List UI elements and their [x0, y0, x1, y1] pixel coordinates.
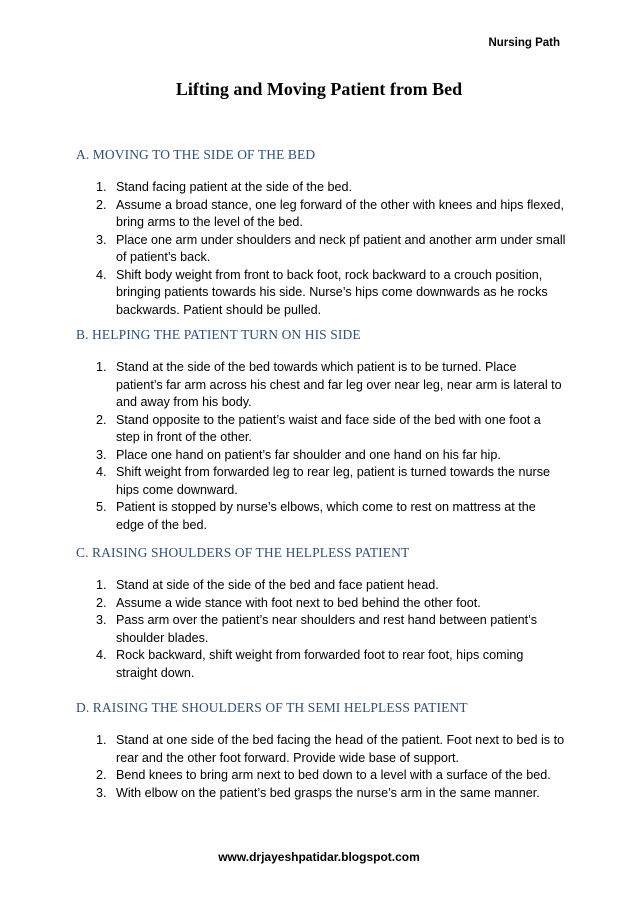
header-running-title: Nursing Path — [488, 37, 560, 49]
list-item: 2. Bend knees to bring arm next to bed down to a level with a surface of the bed. — [96, 768, 551, 782]
list-item: 2. Stand opposite to the patient’s waist and face side of the bed with one foot a step in front of the other. — [96, 412, 541, 444]
section-heading: A. MOVING TO THE SIDE OF THE BED — [76, 147, 316, 162]
list-item: 4. Rock backward, shift weight from forwarded foot to rear foot, hips coming straight down. — [96, 648, 524, 680]
numbered-list — [76, 179, 566, 319]
section-moving-to-side — [76, 147, 566, 319]
numbered-list — [76, 359, 566, 534]
list-item: 3. Place one hand on patient’s far shoulder and one hand on his far hip. — [96, 447, 501, 462]
numbered-list — [76, 577, 566, 682]
list-item: 1. Stand at one side of the bed facing the head of the patient. Foot next to bed is to rear and the other foot forward. Provide wide base of support. — [96, 733, 565, 765]
section-heading: C. RAISING SHOULDERS OF THE HELPLESS PATIENT — [76, 545, 410, 560]
section-raising-semi-helpless — [76, 700, 566, 802]
list-item: 3. Pass arm over the patient’s near shoulders and rest hand between patient’s shoulder blades. — [96, 613, 537, 645]
numbered-list — [76, 732, 566, 802]
list-item: 3. With elbow on the patient’s bed grasps the nurse’s arm in the same manner. — [96, 785, 540, 800]
section-raising-helpless — [76, 545, 566, 682]
list-item: 2. Assume a wide stance with foot next to bed behind the other foot. — [96, 595, 481, 610]
list-item: 1. Stand at side of the side of the bed and face patient head. — [96, 578, 439, 592]
list-item: 3. Place one arm under shoulders and neck pf patient and another arm under small of patient’s back. — [96, 232, 566, 264]
list-item: 4. Shift body weight from front to back foot, rock backward to a crouch position, bringing patients towards his side. Nurse’s hips come downwards as he rocks backwards. Patient should be pulled. — [96, 267, 548, 317]
list-item: 4. Shift weight from forwarded leg to rear leg, patient is turned towards the nurse hips come downward. — [96, 465, 551, 497]
list-item: 5. Patient is stopped by nurse’s elbows, which come to rest on mattress at the edge of the bed. — [96, 500, 536, 532]
list-item: 1. Stand at the side of the bed towards which patient is to be turned. Place patient’s far arm across his chest and far leg over near leg, near arm is lateral to and away from his body. — [96, 360, 562, 409]
section-helping-turn — [76, 327, 566, 534]
section-heading: D. RAISING THE SHOULDERS OF TH SEMI HELPLESS PATIENT — [76, 700, 468, 715]
section-heading: B. HELPING THE PATIENT TURN ON HIS SIDE — [76, 327, 361, 342]
list-item: 1. Stand facing patient at the side of the bed. — [96, 180, 352, 194]
footer-url: www.drjayeshpatidar.blogspot.com — [218, 850, 420, 864]
page-title: Lifting and Moving Patient from Bed — [175, 79, 463, 99]
list-item: 2. Assume a broad stance, one leg forward of the other with knees and hips flexed, bring arms to the level of the bed. — [96, 197, 565, 229]
